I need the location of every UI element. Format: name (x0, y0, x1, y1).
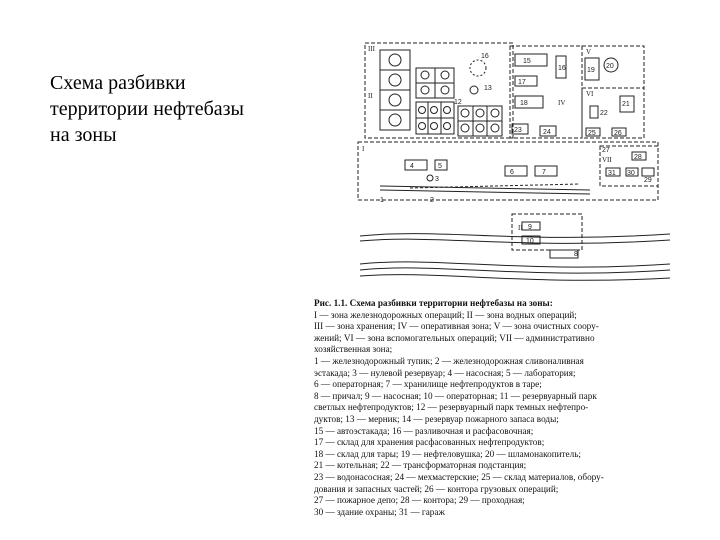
zone-label-v: V (586, 48, 592, 56)
caption-line: дования и запасных частей; 26 — контора грузовых операций; (314, 483, 559, 494)
caption-line: дуктов; 13 — мерник; 14 — резервуар пожарного запаса воды; (314, 413, 559, 424)
number-28: 28 (634, 154, 642, 161)
number-29: 29 (644, 177, 652, 184)
caption-line: 27 — пожарное депо; 28 — контора; 29 — проходная; (314, 495, 525, 506)
caption-line: хозяйственная зона; (314, 344, 393, 355)
slide-title-line-1: Схема разбивки (50, 72, 186, 94)
number-10: 10 (526, 238, 534, 245)
number-1: 1 (380, 197, 384, 204)
number-22: 22 (600, 110, 608, 117)
caption-line: III — зона хранения; IV — оперативная зона; V — зона очистных соору- (314, 321, 599, 332)
number-18: 18 (520, 100, 528, 107)
number-30: 30 (627, 170, 635, 177)
caption-line: жений; VI — зона вспомогательных операций; VII — административно (314, 332, 595, 343)
caption-line: 15 — автоэстакада; 16 — разливочная и расфасовочная; (314, 425, 534, 436)
number-8: 8 (574, 251, 578, 258)
zone-label-i: I (362, 145, 365, 153)
number-12: 12 (454, 99, 462, 106)
caption-title: Рис. 1.1. Схема разбивки территории нефтебазы на зоны: (314, 298, 553, 308)
caption-line: 8 — причал; 9 — насосная; 10 — операторная; 11 — резервуарный парк (314, 390, 597, 401)
number-13: 13 (484, 85, 492, 92)
number-16: 16 (481, 53, 489, 60)
caption-line: I — зона железнодорожных операций; II — зона водных операций; (314, 309, 577, 320)
number-9: 9 (528, 224, 532, 231)
caption-line: эстакада; 3 — нулевой резервуар; 4 — насосная; 5 — лаборатория; (314, 367, 576, 378)
number-19: 19 (587, 67, 595, 74)
figure-caption (314, 298, 694, 518)
tank-park-dark (458, 60, 502, 136)
zone-water-outline (512, 214, 582, 250)
slide-title (50, 70, 310, 148)
number-21: 21 (622, 101, 630, 108)
number-27: 27 (602, 147, 610, 154)
caption-line: 21 — котельная; 22 — трансформаторная подстанция; (314, 460, 527, 471)
tank-park-light (380, 50, 454, 134)
caption-line: 17 — склад для хранения расфасованных нефтепродуктов; (314, 437, 545, 448)
zoning-scheme-diagram (350, 38, 680, 293)
number-26: 26 (614, 130, 622, 137)
caption-line: 6 — операторная; 7 — хранилище нефтепродуктов в таре; (314, 379, 542, 390)
zone-label-ii-water: II (518, 224, 523, 232)
number-2: 2 (430, 197, 434, 204)
number-5: 5 (438, 163, 442, 170)
caption-line: 23 — водонасосная; 24 — мехмастерские; 25 — склад материалов, обору- (314, 471, 604, 482)
number-31: 31 (608, 170, 616, 177)
zone-label-vi: VI (586, 90, 594, 98)
number-3: 3 (435, 176, 439, 183)
number-7: 7 (542, 169, 546, 176)
number-16-b: 16 (558, 65, 566, 72)
river (360, 234, 670, 281)
slide-title-line-3: на зоны (50, 124, 117, 146)
zone-label-iv: IV (558, 99, 566, 107)
caption-line: светлых нефтепродуктов; 12 — резервуарный парк темных нефтепро- (314, 402, 589, 413)
number-4: 4 (410, 163, 414, 170)
caption-line: 1 — железнодорожный тупик; 2 — железнодорожная сливоналивная (314, 355, 584, 366)
zone-label-iii: III (368, 45, 375, 53)
number-25: 25 (588, 130, 596, 137)
zone-label-ii-top: II (368, 92, 373, 100)
caption-line: 30 — здание охраны; 31 — гараж (314, 506, 445, 517)
number-17: 17 (518, 79, 526, 86)
number-15: 15 (523, 58, 531, 65)
number-20: 20 (606, 63, 614, 70)
number-24: 24 (543, 129, 551, 136)
caption-line: 18 — склад для тары; 19 — нефтеловушка; 20 — шламонакопитель; (314, 448, 581, 459)
slide-title-line-2: территории нефтебазы (50, 98, 244, 120)
zone-label-vii: VII (602, 156, 612, 164)
railway-track (380, 175, 590, 194)
number-6: 6 (510, 169, 514, 176)
number-23: 23 (514, 127, 522, 134)
